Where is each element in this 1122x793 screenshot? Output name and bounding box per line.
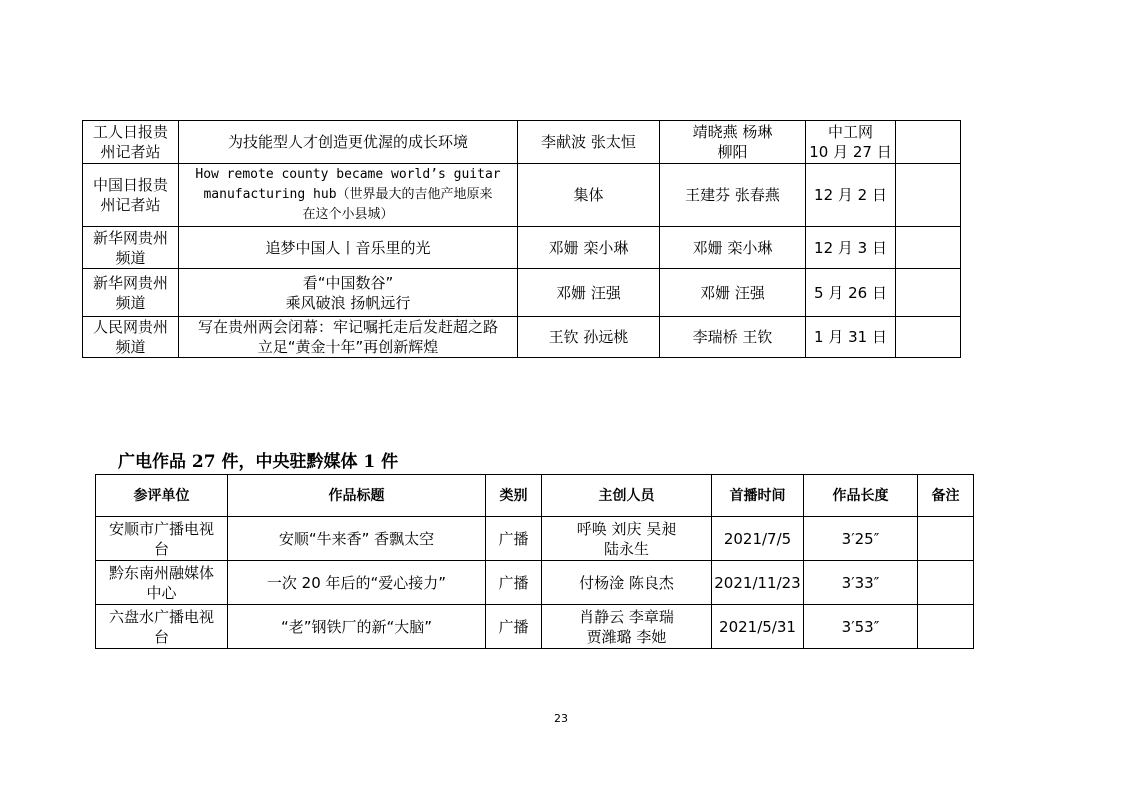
table-row	[96, 605, 974, 649]
air-date-cell: 2021/7/5	[712, 517, 804, 561]
title-cell: 安顺“牛来香” 香飘太空	[228, 517, 486, 561]
editors-cell: 靖晓燕 杨琳 柳阳	[660, 121, 806, 164]
print-works-table	[82, 120, 961, 358]
category-cell: 广播	[486, 605, 542, 649]
title-cell: “老”钢铁厂的新“大脑”	[228, 605, 486, 649]
note-cell	[896, 227, 961, 269]
publish-cell: 1 月 31 日	[806, 317, 896, 358]
table-row	[96, 517, 974, 561]
header-air-date: 首播时间	[712, 475, 804, 517]
category-cell: 广播	[486, 517, 542, 561]
unit-cell: 中国日报贵 州记者站	[83, 164, 179, 227]
title-cell: 追梦中国人丨音乐里的光	[179, 227, 518, 269]
table-row	[83, 227, 961, 269]
table-row	[83, 164, 961, 227]
table-row	[96, 561, 974, 605]
editors-cell: 邓姗 栾小琳	[660, 227, 806, 269]
publish-cell: 12 月 3 日	[806, 227, 896, 269]
note-cell	[896, 164, 961, 227]
unit-cell: 六盘水广播电视 台	[96, 605, 228, 649]
title-cell: How remote county became world’s guitar manufacturing hub（世界最大的吉他产地原来 在这个小县城）	[179, 164, 518, 227]
table-row	[83, 269, 961, 317]
header-title: 作品标题	[228, 475, 486, 517]
note-cell	[918, 605, 974, 649]
header-unit: 参评单位	[96, 475, 228, 517]
note-cell	[896, 317, 961, 358]
authors-cell: 邓姗 汪强	[518, 269, 660, 317]
title-cell: 为技能型人才创造更优渥的成长环境	[179, 121, 518, 164]
section-heading: 广电作品 27 件，中央驻黔媒体 1 件	[118, 452, 399, 472]
editors-cell: 李瑞桥 王钦	[660, 317, 806, 358]
air-date-cell: 2021/11/23	[712, 561, 804, 605]
note-cell	[896, 269, 961, 317]
table-header-row	[96, 475, 974, 517]
unit-cell: 安顺市广播电视 台	[96, 517, 228, 561]
publish-cell: 5 月 26 日	[806, 269, 896, 317]
unit-cell: 人民网贵州 频道	[83, 317, 179, 358]
unit-cell: 新华网贵州 频道	[83, 227, 179, 269]
table-row	[83, 121, 961, 164]
unit-cell: 黔东南州融媒体 中心	[96, 561, 228, 605]
table-row	[83, 317, 961, 358]
authors-cell: 王钦 孙远桃	[518, 317, 660, 358]
air-date-cell: 2021/5/31	[712, 605, 804, 649]
title-cell: 写在贵州两会闭幕：牢记嘱托走后发赶超之路 立足“黄金十年”再创新辉煌	[179, 317, 518, 358]
header-note: 备注	[918, 475, 974, 517]
header-category: 类别	[486, 475, 542, 517]
editors-cell: 王建芬 张春燕	[660, 164, 806, 227]
authors-cell: 邓姗 栾小琳	[518, 227, 660, 269]
note-cell	[896, 121, 961, 164]
page-number: 23	[554, 712, 568, 725]
note-cell	[918, 517, 974, 561]
publish-cell: 中工网 10 月 27 日	[806, 121, 896, 164]
creators-cell: 呼唤 刘庆 吴昶 陆永生	[542, 517, 712, 561]
category-cell: 广播	[486, 561, 542, 605]
unit-cell: 工人日报贵 州记者站	[83, 121, 179, 164]
length-cell: 3′53″	[804, 605, 918, 649]
creators-cell: 付杨淦 陈良杰	[542, 561, 712, 605]
title-cell: 看“中国数谷” 乘风破浪 扬帆远行	[179, 269, 518, 317]
note-cell	[918, 561, 974, 605]
length-cell: 3′25″	[804, 517, 918, 561]
header-creators: 主创人员	[542, 475, 712, 517]
title-cell: 一次 20 年后的“爱心接力”	[228, 561, 486, 605]
length-cell: 3′33″	[804, 561, 918, 605]
publish-cell: 12 月 2 日	[806, 164, 896, 227]
unit-cell: 新华网贵州 频道	[83, 269, 179, 317]
creators-cell: 肖静云 李章瑞 贾潍璐 李她	[542, 605, 712, 649]
header-length: 作品长度	[804, 475, 918, 517]
authors-cell: 集体	[518, 164, 660, 227]
authors-cell: 李献波 张太恒	[518, 121, 660, 164]
broadcast-works-table	[95, 474, 974, 649]
editors-cell: 邓姗 汪强	[660, 269, 806, 317]
